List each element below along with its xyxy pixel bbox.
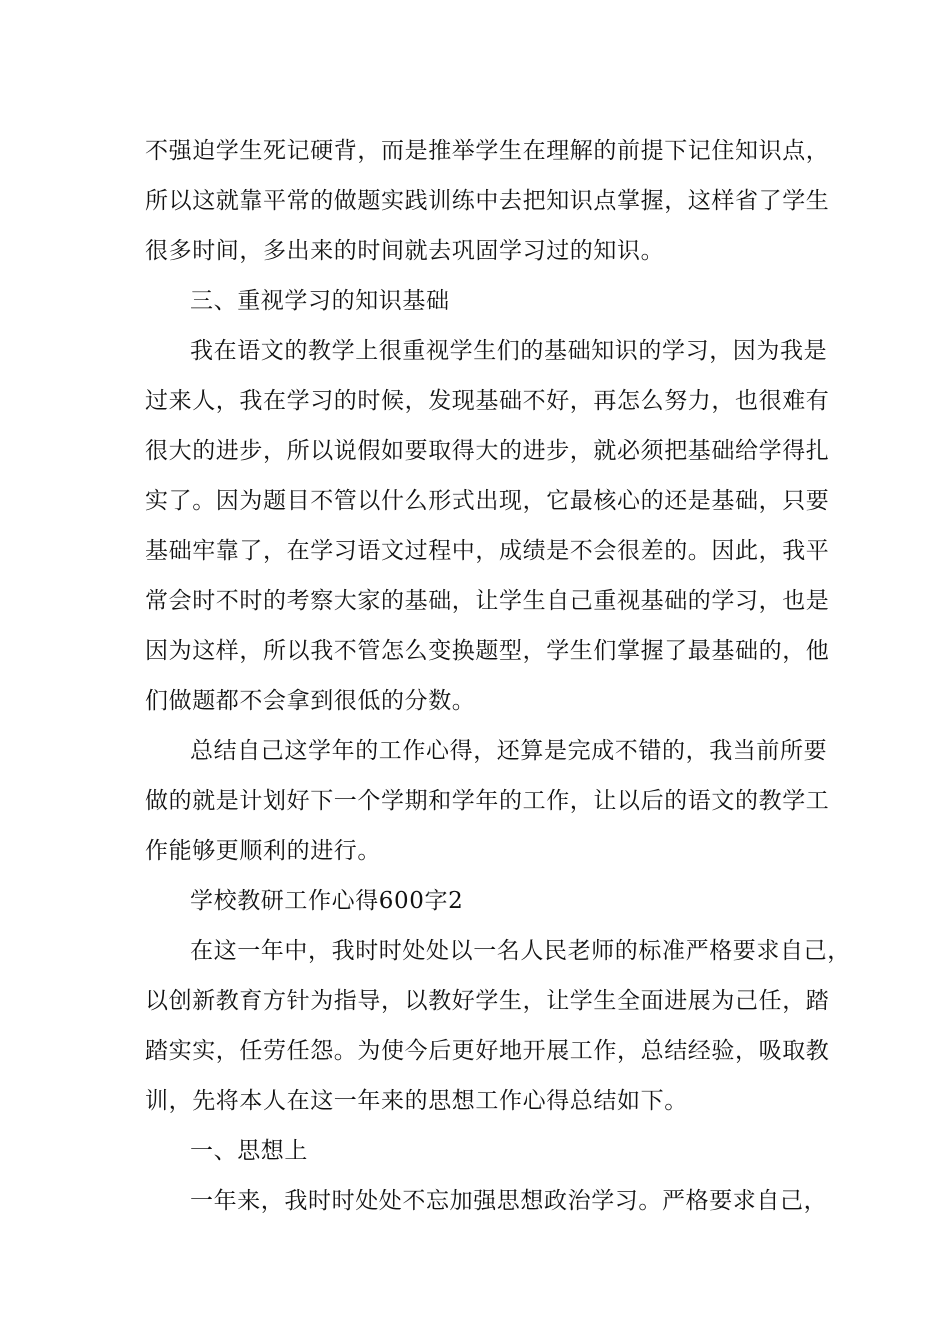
text-line: 很大的进步，所以说假如要取得大的进步，就必须把基础给学得扎 bbox=[145, 438, 830, 464]
text-line: 不强迫学生死记硬背，而是推举学生在理解的前提下记住知识点， bbox=[145, 138, 830, 164]
text-line: 常会时不时的考察大家的基础，让学生自己重视基础的学习，也是 bbox=[145, 588, 830, 614]
text-line: 一年来，我时时处处不忘加强思想政治学习。严格要求自己， bbox=[190, 1188, 828, 1214]
text-line: 在这一年中，我时时处处以一名人民老师的标准严格要求自己， bbox=[190, 938, 851, 964]
text-line: 因为这样，所以我不管怎么变换题型，学生们掌握了最基础的，他 bbox=[145, 638, 830, 664]
article-title: 学校教研工作心得600字2 bbox=[190, 888, 464, 914]
section-heading: 一、思想上 bbox=[190, 1138, 308, 1164]
text-line: 很多时间，多出来的时间就去巩固学习过的知识。 bbox=[145, 238, 665, 264]
text-line: 基础牢靠了，在学习语文过程中，成绩是不会很差的。因此，我平 bbox=[145, 538, 830, 564]
text-line: 我在语文的教学上很重视学生们的基础知识的学习，因为我是 bbox=[190, 338, 828, 364]
text-line: 做的就是计划好下一个学期和学年的工作，让以后的语文的教学工 bbox=[145, 788, 830, 814]
section-heading: 三、重视学习的知识基础 bbox=[190, 288, 450, 314]
text-line: 过来人，我在学习的时候，发现基础不好，再怎么努力，也很难有 bbox=[145, 388, 830, 414]
text-line: 踏实实，任劳任怨。为使今后更好地开展工作，总结经验，吸取教 bbox=[145, 1038, 830, 1064]
text-line: 所以这就靠平常的做题实践训练中去把知识点掌握，这样省了学生 bbox=[145, 188, 830, 214]
text-line: 总结自己这学年的工作心得，还算是完成不错的，我当前所要 bbox=[190, 738, 828, 764]
text-line: 以创新教育方针为指导，以教好学生，让学生全面进展为己任，踏 bbox=[145, 988, 830, 1014]
text-line: 作能够更顺利的进行。 bbox=[145, 838, 381, 864]
text-line: 训，先将本人在这一年来的思想工作心得总结如下。 bbox=[145, 1088, 688, 1114]
text-line: 们做题都不会拿到很低的分数。 bbox=[145, 688, 476, 714]
text-line: 实了。因为题目不管以什么形式出现，它最核心的还是基础，只要 bbox=[145, 488, 830, 514]
